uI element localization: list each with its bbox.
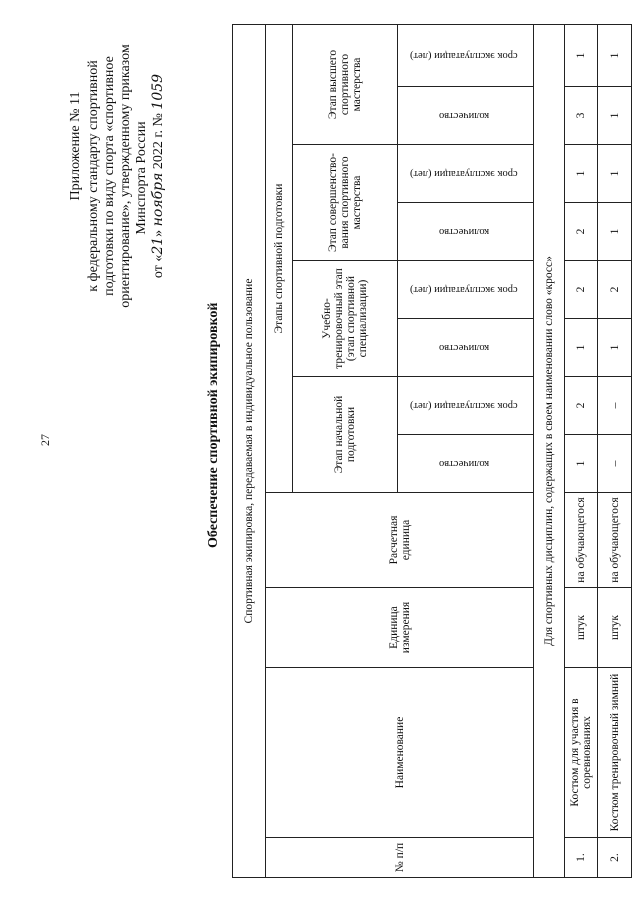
sub-term-4: срок эксплуатации (лет) [398, 24, 534, 86]
date-prefix: от « [151, 254, 166, 279]
section-header: Для спортивных дисциплин, содержащих в своем наименовании слово «кросс» [533, 24, 564, 877]
row-calc: на обучающегося [564, 493, 597, 588]
row-value: 2 [598, 261, 632, 319]
page-title: Обеспечение спортивной экипировкой [206, 302, 221, 548]
order-number: 1059 [150, 73, 166, 110]
appendix-line-3: подготовки по виду спорта «спортивное [102, 56, 117, 296]
date-day: 21 [150, 236, 166, 255]
row-unit: штук [598, 588, 632, 668]
stage-header-1: Этап начальной подготовки [292, 377, 397, 493]
date-mid: » [151, 229, 166, 237]
sub-qty-3: количество [398, 203, 534, 261]
row-num: 2. [598, 838, 632, 878]
row-value: 2 [564, 377, 597, 435]
row-value: – [598, 377, 632, 435]
row-name: Костюм тренировочный зимний [598, 668, 632, 838]
sub-term-1: срок эксплуатации (лет) [398, 377, 534, 435]
row-value: 1 [598, 87, 632, 145]
col-unit-header: Единица измерения [266, 588, 533, 668]
row-value: 1 [598, 24, 632, 86]
col-calc-header: Расчетная единица [266, 493, 533, 588]
row-value: 3 [564, 87, 597, 145]
stage-header-2: Учебно-тренировочный этап (этап спортивной специализации) [292, 261, 397, 377]
row-calc: на обучающегося [598, 493, 632, 588]
stage-header-4: Этап высшего спортивного мастерства [292, 24, 397, 144]
appendix-line-4: ориентирование», утвержденному приказом [118, 44, 133, 308]
row-value: 1 [564, 435, 597, 493]
row-value: 1 [598, 319, 632, 377]
sub-qty-4: количество [398, 87, 534, 145]
table-caption: Спортивная экипировка, передаваемая в индивидуальное пользование [233, 24, 266, 877]
table-row [598, 24, 632, 877]
date-year: 2022 г. № [151, 113, 166, 170]
date-month: ноября [150, 172, 166, 227]
col-num-header: № п/п [266, 838, 533, 878]
appendix-line-2: к федеральному стандарту спортивной [86, 60, 101, 292]
appendix-date-line [150, 36, 167, 316]
row-value: 2 [564, 261, 597, 319]
appendix-line-5: Минспорта России [134, 121, 149, 235]
row-value: 1 [564, 24, 597, 86]
sub-term-2: срок эксплуатации (лет) [398, 261, 534, 319]
table-row [564, 24, 597, 877]
row-value: 1 [598, 203, 632, 261]
row-value: – [598, 435, 632, 493]
col-name-header: Наименование [266, 668, 533, 838]
row-unit: штук [564, 588, 597, 668]
row-value: 1 [564, 319, 597, 377]
row-value: 1 [598, 145, 632, 203]
equipment-table [232, 24, 632, 878]
appendix-line-1: Приложение № 11 [68, 91, 83, 201]
equipment-table-container [232, 25, 632, 878]
row-value: 2 [564, 203, 597, 261]
page-number: 27 [38, 434, 52, 446]
stages-header: Этапы спортивной подготовки [266, 24, 292, 492]
row-name: Костюм для участия в соревнованиях [564, 668, 597, 838]
sub-qty-2: количество [398, 319, 534, 377]
row-value: 1 [564, 145, 597, 203]
sub-qty-1: количество [398, 435, 534, 493]
row-num: 1. [564, 838, 597, 878]
stage-header-3: Этап совершенство-вания спортивного мастерства [292, 145, 397, 261]
sub-term-3: срок эксплуатации (лет) [398, 145, 534, 203]
